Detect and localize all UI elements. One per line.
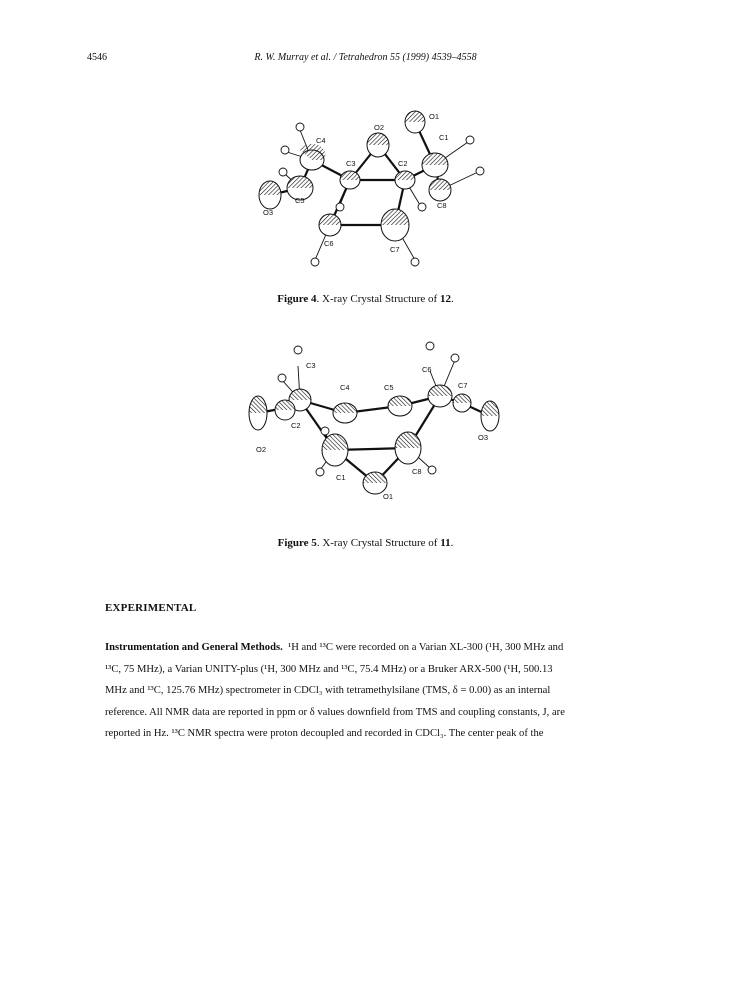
fig5-label-c1: C1	[336, 473, 346, 482]
fig4-label-c7: C7	[390, 245, 400, 254]
fig4-label-c6: C6	[324, 239, 334, 248]
fig5-label-o3: O3	[478, 433, 489, 442]
fig5-label-c7: C7	[458, 381, 468, 390]
paragraph-line-5: reported in Hz. ¹³C NMR spectra were proton decoupled and recorded in CDCl₃. The center peak of the	[105, 728, 544, 739]
paragraph-line-3: MHz and ¹³C, 125.76 MHz) spectrometer in CDCl₃ with tetramethylsilane (TMS, δ = 0.00) as an internal	[105, 685, 551, 696]
crystal-structure-11	[240, 338, 515, 508]
fig4-label-c4: C4	[316, 136, 326, 145]
figure-5	[240, 338, 515, 508]
run-in-head: Instrumentation and General Methods.	[105, 642, 283, 653]
fig5-label-o1: O1	[383, 492, 394, 501]
paragraph-line-2: ¹³C, 75 MHz), a Varian UNITY-plus (¹H, 300 MHz and ¹³C, 75.4 MHz) or a Bruker ARX-500 (¹H, 500.13	[105, 663, 553, 675]
figure-5-caption: Figure 5. X-ray Crystal Structure of 11.	[277, 537, 454, 549]
fig4-label-o3: O3	[263, 208, 274, 217]
figure-4	[240, 100, 500, 275]
fig5-label-c5: C5	[384, 383, 394, 392]
instrumentation-paragraph	[105, 637, 665, 745]
page-number: 4546	[87, 52, 107, 63]
paragraph-line-1: Instrumentation and General Methods. ¹H and ¹³C were recorded on a Varian XL-300 (¹H, 300 MHz and	[105, 642, 564, 653]
fig5-label-c6: C6	[422, 365, 432, 374]
fig4-label-c2: C2	[398, 159, 408, 168]
fig4-label-c3: C3	[346, 159, 356, 168]
fig5-label-c2: C2	[291, 421, 301, 430]
figure-4-label: Figure 4	[277, 293, 317, 305]
fig5-label-c8: C8	[412, 467, 422, 476]
paragraph-line-4: reference. All NMR data are reported in ppm or δ values downfield from TMS and coupling constants, J, are	[105, 706, 565, 718]
fig5-label-o2: O2	[256, 445, 267, 454]
fig4-label-o1: O1	[429, 112, 440, 121]
fig4-label-o2: O2	[374, 123, 385, 132]
section-heading-experimental: EXPERIMENTAL	[105, 602, 197, 614]
fig4-label-c5: C5	[295, 196, 305, 205]
fig4-label-c1: C1	[439, 133, 449, 142]
crystal-structure-12	[240, 100, 500, 275]
figure-4-caption: Figure 4. X-ray Crystal Structure of 12.	[277, 293, 454, 305]
page-header	[0, 52, 731, 66]
running-title: R. W. Murray et al. / Tetrahedron 55 (1999) 4539–4558	[254, 52, 477, 63]
figure-5-label: Figure 5	[277, 537, 317, 549]
fig5-label-c3: C3	[306, 361, 316, 370]
fig4-label-c8: C8	[437, 201, 447, 210]
fig5-label-c4: C4	[340, 383, 350, 392]
